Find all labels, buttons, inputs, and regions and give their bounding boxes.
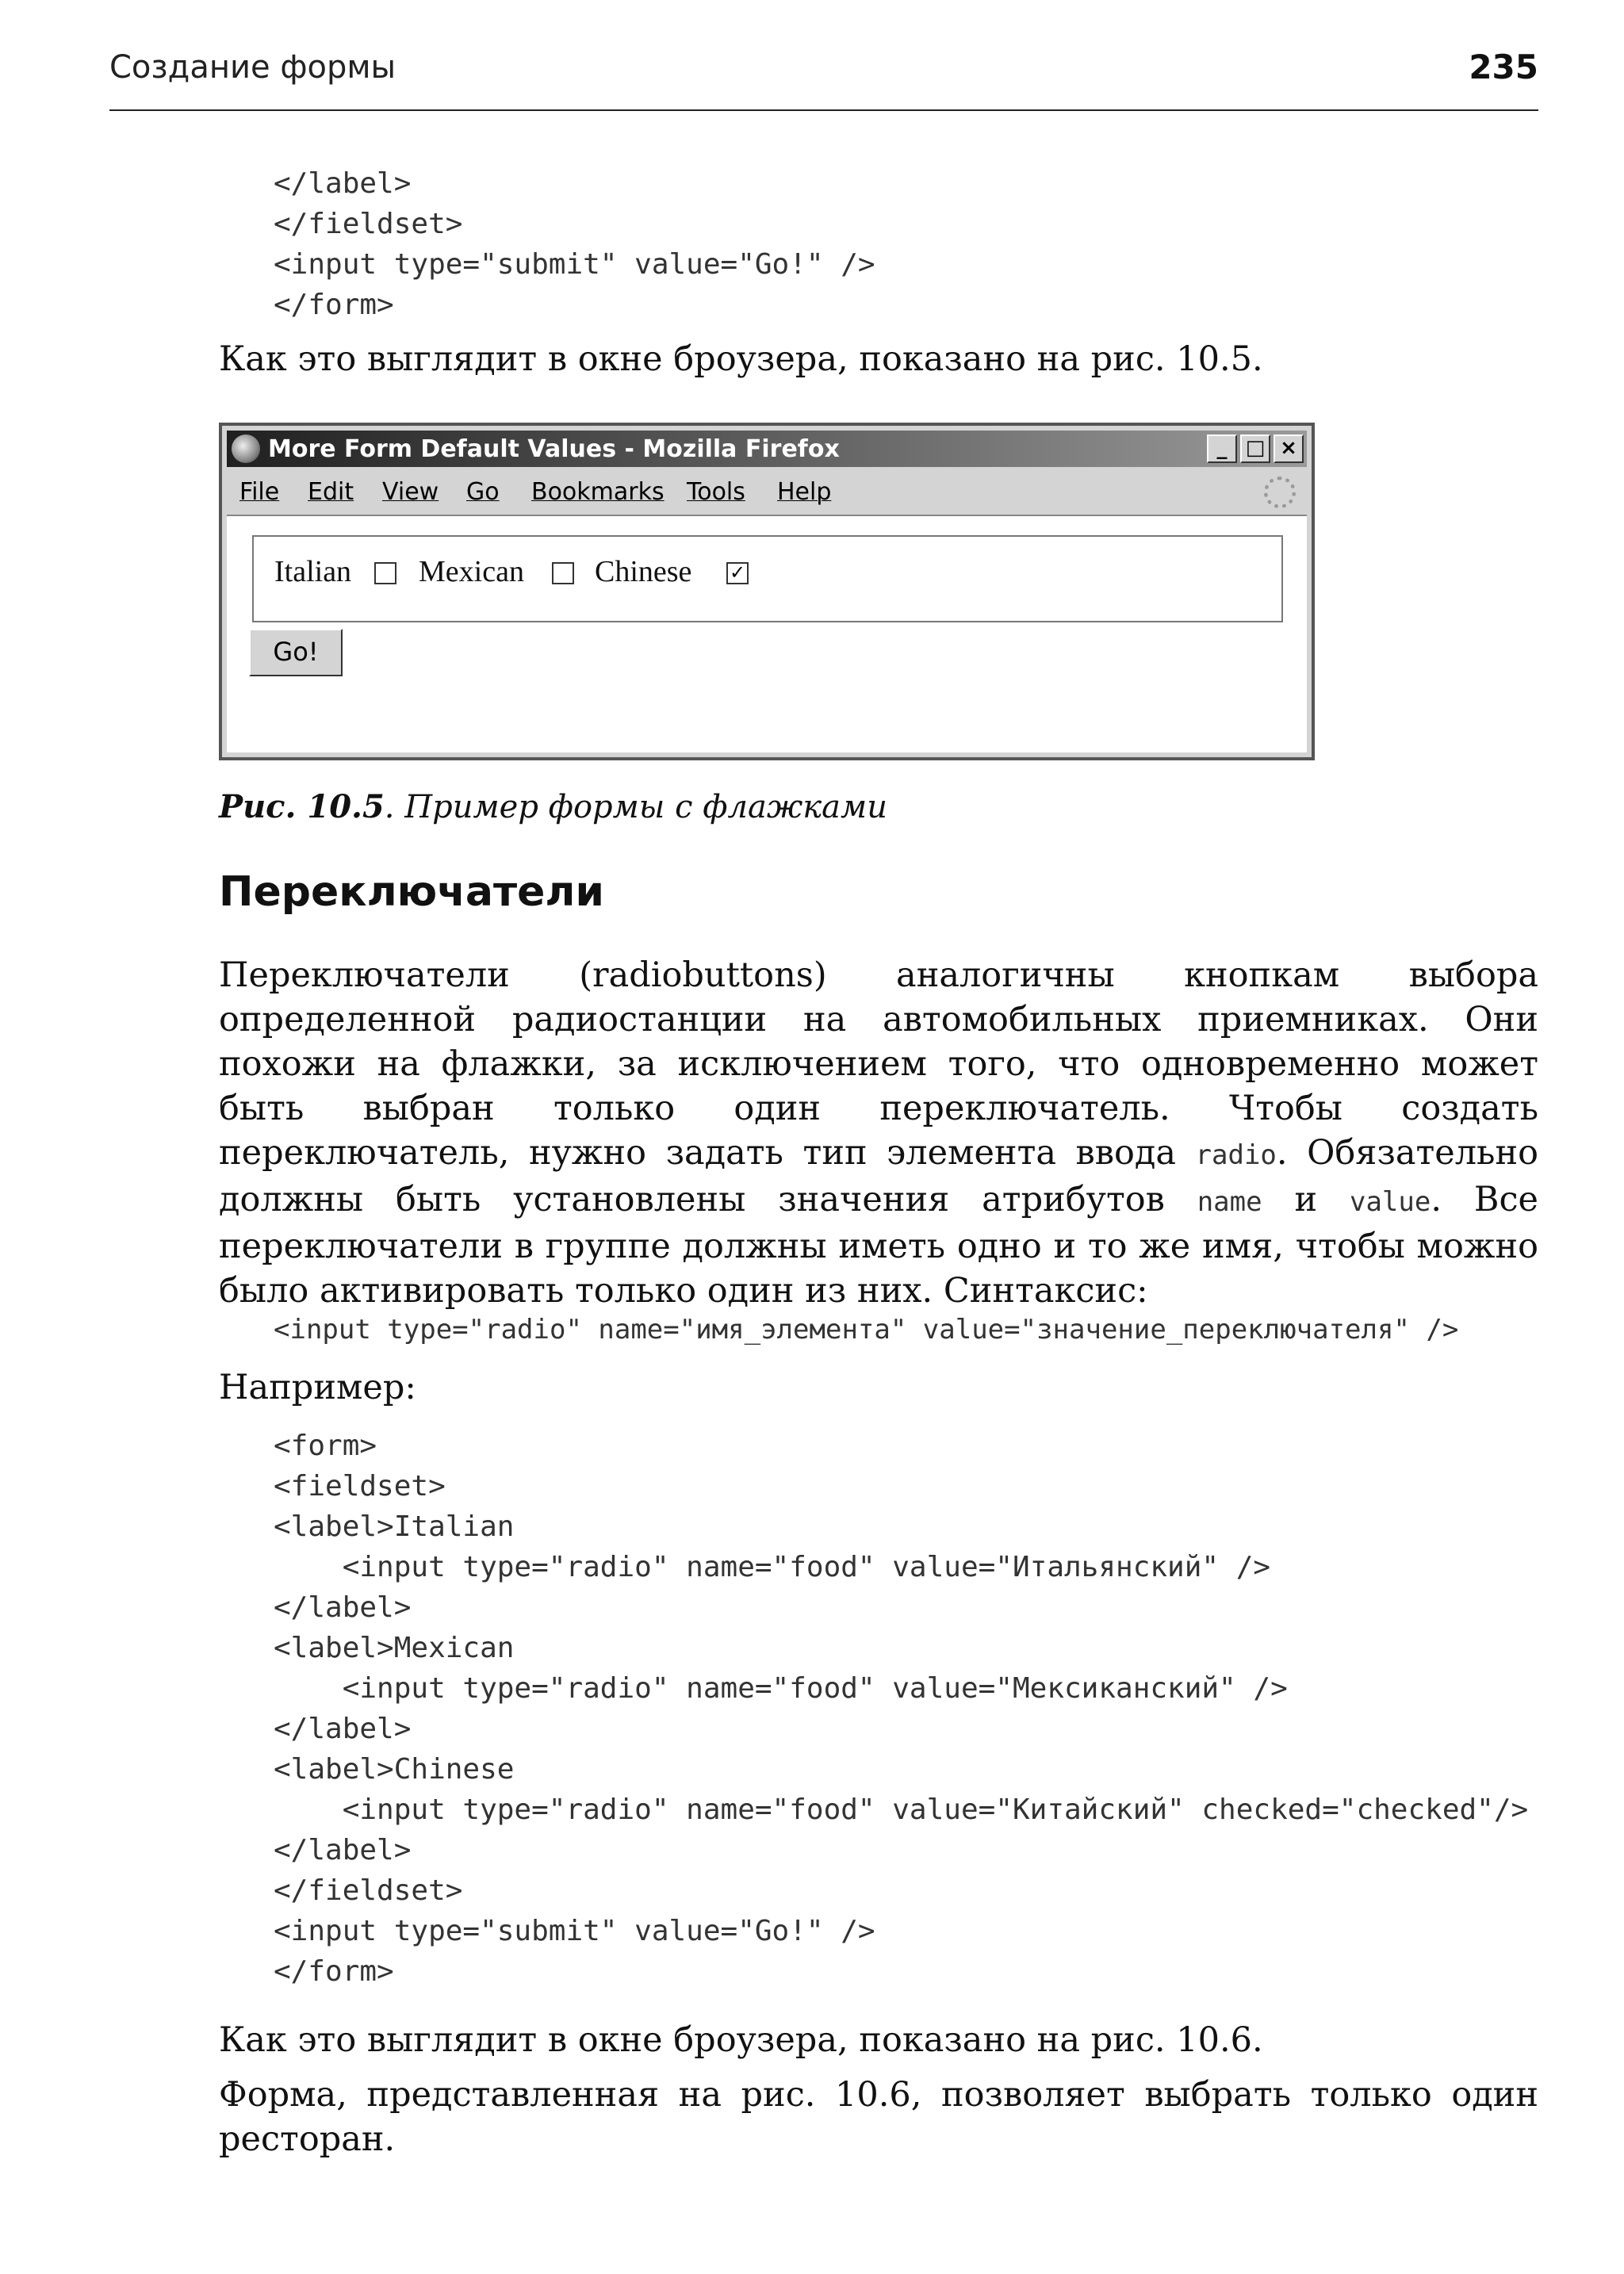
minimize-button[interactable]: _	[1207, 435, 1237, 463]
go-button[interactable]: Go!	[249, 629, 343, 676]
p1-text-b: . Обязательно должны быть установлены значения атрибутов	[219, 1133, 1538, 1219]
close-button[interactable]: ×	[1274, 435, 1304, 463]
figure-number: Рис. 10.5	[219, 788, 385, 825]
section-title: Создание формы	[109, 49, 396, 86]
inline-code-value: value	[1349, 1186, 1431, 1218]
running-header	[109, 41, 1538, 111]
checkbox-chinese[interactable]	[726, 562, 749, 584]
paragraph-fig6-ref: Как это выглядит в окне броузера, показано на рис. 10.6.	[219, 2020, 1263, 2060]
label-chinese: Chinese	[595, 555, 692, 588]
p1-text-c: и	[1262, 1180, 1350, 1219]
menu-bookmarks[interactable]: Bookmarks	[531, 478, 665, 506]
maximize-button[interactable]: □	[1240, 435, 1270, 463]
menu-tools[interactable]: Tools	[687, 478, 745, 506]
checkbox-italian[interactable]	[374, 562, 396, 584]
label-italian: Italian	[274, 555, 352, 588]
menu-view[interactable]: View	[382, 478, 439, 506]
checkbox-mexican[interactable]	[552, 562, 574, 584]
throbber-icon	[1264, 477, 1296, 508]
inline-code-name: name	[1197, 1186, 1262, 1218]
p1-text-a: Переключатели (radiobuttons) аналогичны кнопкам выбора определенной радиостанции на автомобильных приемниках. Они похожи на флажки, за исключением того, что одновременно может быть выбран только один переключатель. Чтобы создать переключатель, нужно задать тип элемента ввода	[219, 955, 1538, 1173]
firefox-logo-icon	[232, 435, 260, 463]
page-number: 235	[1469, 48, 1538, 86]
menu-help[interactable]: Help	[777, 478, 832, 506]
window-title: More Form Default Values - Mozilla Firefox	[268, 435, 840, 463]
browser-window-figure	[219, 423, 1315, 760]
menu-edit[interactable]: Edit	[308, 478, 354, 506]
p1-text-d: . Все переключатели в группе должны иметь одно и то же имя, чтобы можно было активировать только один из них. Синтаксис:	[219, 1180, 1539, 1311]
code-block-1: </label> </fieldset> <input type="submit" value="Go!" /> </form>	[274, 167, 875, 321]
label-mexican: Mexican	[419, 555, 524, 588]
example-label: Например:	[219, 1368, 416, 1407]
menu-file[interactable]: File	[239, 478, 280, 506]
checkbox-fieldset	[252, 535, 1283, 622]
paragraph-radiobuttons	[219, 953, 1538, 1313]
paragraph-fig5-ref: Как это выглядит в окне броузера, показано на рис. 10.5.	[219, 339, 1263, 379]
section-heading: Переключатели	[219, 868, 604, 916]
figure-caption	[219, 788, 887, 825]
window-titlebar	[227, 431, 1307, 467]
menu-bar	[227, 470, 1307, 511]
menu-go[interactable]: Go	[466, 478, 500, 506]
figure-caption-text: . Пример формы с флажками	[384, 789, 887, 825]
code-block-2: <form> <fieldset> <label>Italian <input type="radio" name="food" value="Итальянский" /> </label> <label>Mexican <input type="radio" name="food" value="Мексиканский" /> </label> <label>Chinese <input type="radio" name="food" value="Китайский" checked="checked"/> </label> </fieldset> <input type="submit" value="Go!" /> </form>	[274, 1430, 1529, 1988]
page-content	[227, 515, 1307, 752]
checkmark-icon: ✓	[729, 561, 746, 584]
inline-code-radio: radio	[1195, 1139, 1277, 1171]
code-syntax: <input type="radio" name="имя_элемента" value="значение_переключателя" />	[274, 1314, 1459, 1346]
paragraph-last: Форма, представленная на рис. 10.6, позволяет выбрать только один ресторан.	[219, 2075, 1538, 2159]
